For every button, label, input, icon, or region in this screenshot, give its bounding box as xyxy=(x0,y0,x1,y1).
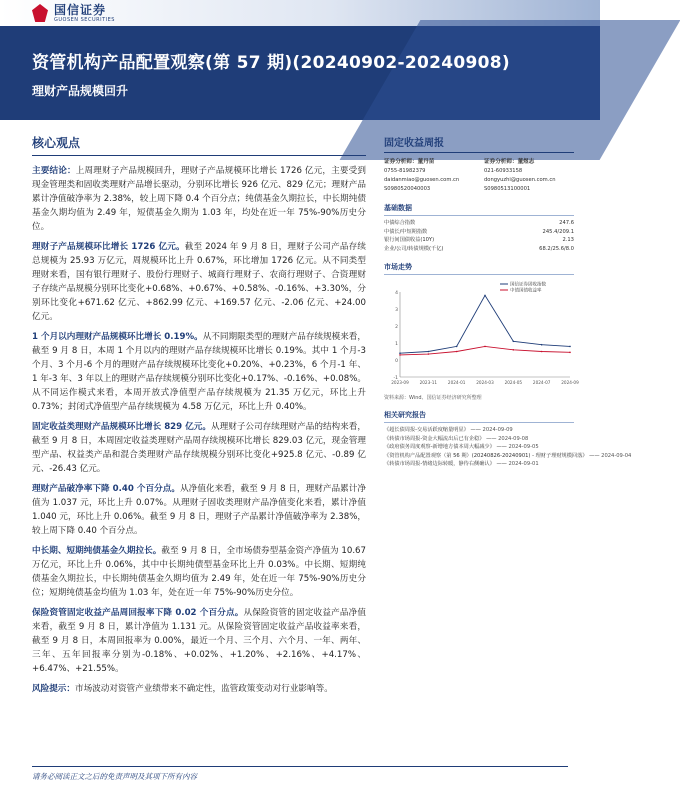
related-report-title: 《资管机构产品配置观察（第 56 期）(20240826-20240901) - 理财子理财规模回落》 —— xyxy=(384,452,602,459)
core-views-title: 核心观点 xyxy=(32,134,366,156)
core-view-paragraph xyxy=(32,164,366,234)
y-tick-label: 2 xyxy=(395,325,398,330)
y-tick-label: 0 xyxy=(395,359,398,364)
series-point xyxy=(541,344,543,346)
legend-label: 国信证券固收指数 xyxy=(510,282,546,288)
basic-data-label: 银行间国债收益(10Y) xyxy=(384,237,435,243)
y-tick-label: -1 xyxy=(393,376,398,381)
series-point xyxy=(428,351,430,353)
related-report-date: 2024-09-05 xyxy=(508,444,539,451)
related-report-title: 《转债市场周报-资金大幅流出后已有企稳》 —— xyxy=(384,435,499,442)
market-trend-chart xyxy=(384,278,579,393)
paragraph-text: 截至 2024 年 9 月 8 日，理财子公司产品存续总规模为 25.93 万亿元，周规模环比上升 0.67%，环比增加 1726 亿元。从不同类型理财来看，国有银行理财子、股份行理财子、城商行理财子、农商行理财子、合资理财子存续产品规模分别环比变化+0.68%、+0.67%、+0.58%、-0.16%、+3.30%，分别环比变化+671.62 亿元、+862.99 亿元、+169.57 亿元、-2.06 亿元、+24.00 亿元。 xyxy=(32,242,367,322)
core-view-paragraph xyxy=(32,420,366,476)
paragraph-lead: 主要结论： xyxy=(32,166,76,176)
paragraph-lead: 风险提示： xyxy=(32,684,75,694)
basic-data-label: 中债综合指数 xyxy=(384,220,416,226)
basic-data-row xyxy=(384,245,574,254)
basic-data-label: 中债长/中短期指数 xyxy=(384,228,428,235)
analyst-cert: S0980513100001 xyxy=(484,186,531,192)
x-tick-label: 2024-05 xyxy=(504,380,523,385)
report-subtitle: 理财产品规模回升 xyxy=(32,84,129,98)
market-trend-svg xyxy=(384,278,579,393)
x-tick-label: 2024-01 xyxy=(447,380,466,385)
series-point xyxy=(513,349,515,351)
basic-data-value: 245.4/209.1 xyxy=(542,228,574,235)
core-view-paragraph xyxy=(32,606,366,676)
y-tick-label: 1 xyxy=(395,342,398,347)
sidebar xyxy=(384,134,632,469)
series-point xyxy=(569,346,571,348)
related-report-link[interactable] xyxy=(384,452,632,461)
paragraph-text: 市场波动对资管产业绩带来不确定性，监管政策变动对行业影响等。 xyxy=(74,684,333,694)
series-line-0 xyxy=(400,295,570,353)
series-point xyxy=(399,352,401,354)
x-tick-label: 2024-07 xyxy=(532,380,551,385)
logo-en: GUOSEN SECURITIES xyxy=(54,16,115,23)
core-views-body xyxy=(32,164,366,696)
basic-data-value: 247.6 xyxy=(559,220,574,226)
core-views-column xyxy=(32,134,366,702)
company-logo xyxy=(32,0,115,26)
analyst-card xyxy=(384,158,474,194)
x-tick-label: 2023-11 xyxy=(419,380,438,385)
logo-mark-icon xyxy=(32,4,48,22)
paragraph-text: 从净值化来看，截至 9 月 8 日，理财产品累计净值为 1.037 元，环比上升 0.07%。从理财子固收类理财产品净值变化来看，累计净值 1.040 元，环比上升 0.06%。截至 9 月 8 日，理财子产品累计净值破净率为 2.38%，较上周下降 0.40 个百分点。 xyxy=(32,484,366,536)
paragraph-lead: 中长期、短期纯债基金久期拉长。 xyxy=(32,546,162,556)
report-title: 资管机构产品配置观察(第 57 期)(20240902-20240908) xyxy=(32,53,510,73)
legend-label: 中债国债收益率 xyxy=(510,288,542,294)
paragraph-text: 从保险资管的固定收益产品净值来看，截至 9 月 8 日，累计净值为 1.131 元。从保险资管固定收益产品收益率来看，截至 9 月 8 日，本周回报率为 0.00%，最近一个月、三个月、六个月、一年、两年、三年、五年回报率分别为-0.18%、+0.02%、+1.20%、+2.16%、+4.17%、+6.47%、+21.55%。 xyxy=(32,608,366,674)
chart-source: 资料来源：Wind、国信证券经济研究所整理 xyxy=(384,395,482,401)
basic-data-table xyxy=(384,219,574,253)
core-view-paragraph xyxy=(32,330,366,414)
series-point xyxy=(541,351,543,353)
basic-data-value: 2.13 xyxy=(562,237,574,243)
basic-data-row xyxy=(384,228,574,237)
related-report-link[interactable] xyxy=(384,426,574,435)
series-point xyxy=(456,351,458,353)
y-tick-label: 4 xyxy=(395,291,398,296)
y-tick-label: 3 xyxy=(395,308,398,313)
series-point xyxy=(484,346,486,348)
report-header xyxy=(0,0,600,120)
related-report-date: 2024-09-09 xyxy=(482,427,513,433)
basic-data-row xyxy=(384,236,574,245)
related-report-date: 2024-09-08 xyxy=(498,435,529,442)
analyst-card xyxy=(484,158,574,194)
related-report-title: 《转债市场周报-情绪边际转暖，静待右侧确认》 —— xyxy=(384,461,509,468)
paragraph-lead: 保险资管固定收益产品周回报率下降 0.02 个百分点。 xyxy=(32,608,244,618)
basic-data-label: 企业/公司/转债规模(千亿) xyxy=(384,245,444,252)
related-research-list xyxy=(384,426,632,469)
related-report-title: 《超长债周报-交易活跃度缩量明显》 —— xyxy=(384,427,483,433)
analyst-phone: 021-60933158 xyxy=(484,168,523,174)
logo-cn: 国信证券 xyxy=(54,2,107,17)
x-tick-label: 2024-09 xyxy=(561,380,579,385)
basic-data-title: 基础数据 xyxy=(384,203,574,216)
market-trend-title: 市场走势 xyxy=(384,262,574,275)
series-point xyxy=(484,295,486,297)
series-line-1 xyxy=(400,346,570,355)
paragraph-lead: 固定收益类理财产品规模环比增长 829 亿元。 xyxy=(32,422,211,432)
x-tick-label: 2024-03 xyxy=(476,380,494,385)
analyst-email[interactable]: daidanmiao@guosen.com.cn xyxy=(384,177,460,183)
sidebar-title: 固定收益周报 xyxy=(384,134,574,153)
core-view-paragraph xyxy=(32,482,366,538)
analyst-phone: 0755-81982379 xyxy=(384,168,426,174)
series-point xyxy=(428,353,430,355)
core-view-paragraph xyxy=(32,682,366,696)
paragraph-lead: 理财子产品规模环比增长 1726 亿元。 xyxy=(32,242,185,252)
related-research-title: 相关研究报告 xyxy=(384,410,574,423)
paragraph-text: 上周理财子产品规模回升，理财子产品规模环比增长 1726 亿元，主要受到现金管理类和固收类理财产品增长驱动，分别环比增长 926 亿元、829 亿元；理财产品累计净值破净率为 2.38%，较上周下降 0.4 个百分点；纯债基金久期拉长，中长期纯债基金久期均值为 2.49 年，短债基金久期为 1.03 年，均处在近一年 75%-90%历史分位。 xyxy=(32,166,366,232)
related-report-link[interactable] xyxy=(384,460,574,469)
paragraph-text: 截至 9 月 8 日，全市场债券型基金资产净值为 10.67 万亿元，环比上升 0.06%，其中中长期纯债型基金环比上升 0.03%。中长期、短期纯债基金久期拉长，中长期纯债基金久期均值为 2.49 年，处在近一年 75%-90%历史分位；短期纯债基金均值为 1.03 年，处在近一年 75%-90%历史分位。 xyxy=(32,546,366,598)
related-report-link[interactable] xyxy=(384,443,574,452)
related-report-title: 《政府债务周度观察-新增地方债本周大幅减少》 —— xyxy=(384,444,509,451)
paragraph-text: 从不同期限类型的理财产品存续规模来看，截至 9 月 8 日，本周 1 个月以内的理财产品存续规模环比增长 0.19%。其中 1 个月-3 个月、3 个月-6 个月的理财产品存续规模环比变化+0.20%、+0.23%，6 个月-1 年、1 年-3 年、3 年以上的理财产品存续规模分别环比变化+0.17%、-0.16%、+0.08%。从不同运作模式来看，本周开放式净值型产品存续规模为 21.35 万亿元，环比上升 0.73%；封闭式净值型产品存续规模为 4.58 万亿元，环比上升 0.40%。 xyxy=(32,332,366,412)
analyst-email[interactable]: dongyuzhi@guosen.com.cn xyxy=(484,177,556,183)
core-view-paragraph xyxy=(32,544,366,600)
related-report-date: 2024-09-04 xyxy=(601,452,632,459)
basic-data-value: 68.2/25.6/8.0 xyxy=(539,245,574,252)
series-point xyxy=(513,341,515,343)
core-view-paragraph xyxy=(32,240,366,324)
analyst-list xyxy=(384,158,574,194)
analyst-name: 证券分析师：董丹苗 xyxy=(384,159,435,165)
related-report-link[interactable] xyxy=(384,435,574,444)
footer xyxy=(32,766,568,782)
x-tick-label: 2023-09 xyxy=(391,380,409,385)
related-report-date: 2024-09-01 xyxy=(508,461,539,468)
paragraph-lead: 1 个月以内理财产品规模环比增长 0.19%。 xyxy=(32,332,203,342)
basic-data-row xyxy=(384,219,574,228)
paragraph-lead: 理财产品破净率下降 0.40 个百分点。 xyxy=(32,484,181,494)
analyst-cert: S0980520040003 xyxy=(384,186,431,192)
analyst-name: 证券分析师：董煜志 xyxy=(484,159,535,165)
footer-disclaimer: 请务必阅读正文之后的免责声明及其项下所有内容 xyxy=(32,772,197,781)
paragraph-text: 从理财子公司存续理财产品的结构来看，截至 9 月 8 日，本周固定收益类理财产品周存续规模环比增长 829.03 亿元，现金管理型产品、权益类产品和混合类理财产品存续规模分别环比变化+925.8 亿元、-0.89 亿元、-26.43 亿元。 xyxy=(32,422,366,474)
series-point xyxy=(456,346,458,348)
series-point xyxy=(569,352,571,354)
series-point xyxy=(399,354,401,356)
